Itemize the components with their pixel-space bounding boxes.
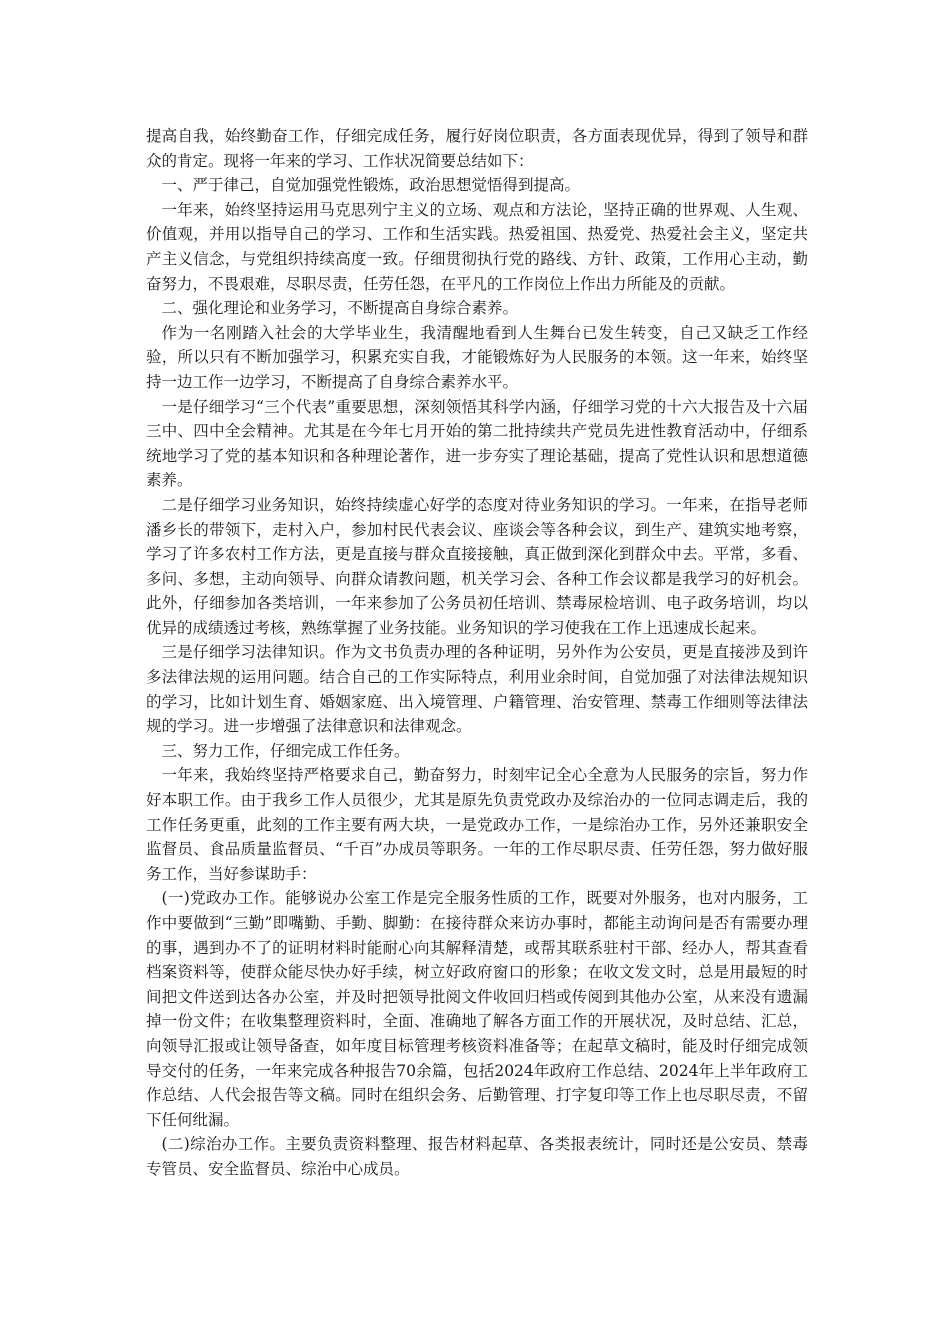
section-heading-3: 三、努力工作，仔细完成工作任务。 [161,741,410,760]
paragraph-intro: 提高自我，始终勤奋工作，仔细完成任务，履行好岗位职责，各方面表现优异，得到了领导和群众的肯定。现将一年来的学习、工作状况简要总结如下： [146,127,808,170]
paragraph: 作为一名刚踏入社会的大学毕业生，我清醒地看到人生舞台已发生转变，自己又缺乏工作经验，所以只有不断加强学习，积累充实自我，才能锻炼好为人民服务的本领。这一年来，始终坚持一边工作一边学习，不断提高了自身综合素养水平。 [146,323,808,391]
paragraph: 一年来，始终坚持运用马克思列宁主义的立场、观点和方法论，坚持正确的世界观、人生观、价值观，并用以指导自己的学习、工作和生活实践。热爱祖国、热爱党、热爱社会主义，坚定共产主义信念，与党组织持续高度一致。仔细贯彻执行党的路线、方针、政策，工作用心主动，勤奋努力，不畏艰难，尽职尽责，任劳任怨，在平凡的工作岗位上作出力所能及的贡献。 [146,200,808,293]
paragraph: 三是仔细学习法律知识。作为文书负责办理的各种证明，另外作为公安员，更是直接涉及到许多法律法规的运用问题。结合自己的工作实际特点，利用业余时间，自觉加强了对法律法规知识的学习，比如计划生育、婚姻家庭、出入境管理、户籍管理、治安管理、禁毒工作细则等法律法规的学习。进一步增强了法律意识和法律观念。 [146,643,808,736]
paragraph: 一年来，我始终坚持严格要求自己，勤奋努力，时刻牢记全心全意为人民服务的宗旨，努力作好本职工作。由于我乡工作人员很少，尤其是原先负责党政办及综治办的一位同志调走后，我的工作任务更重，此刻的工作主要有两大块，一是党政办工作，一是综治办工作，另外还兼职安全监督员、食品质量监督员、“千百”办成员等职务。一年的工作尽职尽责、任劳任怨，努力做好服务工作，当好参谋助手： [146,766,808,883]
paragraph: (一)党政办工作。能够说办公室工作是完全服务性质的工作，既要对外服务，也对内服务，工作中要做到“三勤”即嘴勤、手勤、脚勤：在接待群众来访办事时，都能主动询问是否有需要办理的事，遇到办不了的证明材料时能耐心向其解释清楚，或帮其联系驻村干部、经办人，帮其查看档案资料等，使群众能尽快办好手续，树立好政府窗口的形象；在收文发文时，总是用最短的时间把文件送到达各办公室，并及时把领导批阅文件收回归档或传阅到其他办公室，从来没有遗漏掉一份文件；在收集整理资料时，全面、准确地了解各方面工作的开展状况，及时总结、汇总，向领导汇报或让领导备查，如年度目标管理考核资料准备等；在起草文稿时，能及时仔细完成领导交付的任务，一年来完成各种报告70余篇，包括2024年政府工作总结、2024年上半年政府工作总结、人代会报告等文稿。同时在组织会务、后勤管理、打字复印等工作上也尽职尽责，不留下任何纰漏。 [146,889,808,1129]
section-heading-1: 一、严于律己，自觉加强党性锻炼，政治思想觉悟得到提高。 [161,176,581,195]
paragraph: (二)综治办工作。主要负责资料整理、报告材料起草、各类报表统计，同时还是公安员、禁毒专管员、安全监督员、综治中心成员。 [146,1135,808,1178]
paragraph: 二是仔细学习业务知识，始终持续虚心好学的态度对待业务知识的学习。一年来，在指导老师潘乡长的带领下，走村入户，参加村民代表会议、座谈会等各种会议，到生产、建筑实地考察，学习了许多农村工作方法，更是直接与群众直接接触，真正做到深化到群众中去。平常，多看、多问、多想，主动向领导、向群众请教问题，机关学习会、各种工作会议都是我学习的好机会。此外，仔细参加各类培训，一年来参加了公务员初任培训、禁毒尿检培训、电子政务培训，均以优异的成绩透过考核，熟练掌握了业务技能。业务知识的学习使我在工作上迅速成长起来。 [146,495,808,637]
section-heading-2: 二、强化理论和业务学习，不断提高自身综合素养。 [161,299,519,318]
paragraph: 一是仔细学习“三个代表”重要思想，深刻领悟其科学内涵，仔细学习党的十六大报告及十六届三中、四中全会精神。尤其是在今年七月开始的第二批持续共产党员先进性教育活动中，仔细系统地学习了党的基本知识和各种理论著作，进一步夯实了理论基础，提高了党性认识和思想道德素养。 [146,397,808,490]
document-body [146,124,808,1182]
